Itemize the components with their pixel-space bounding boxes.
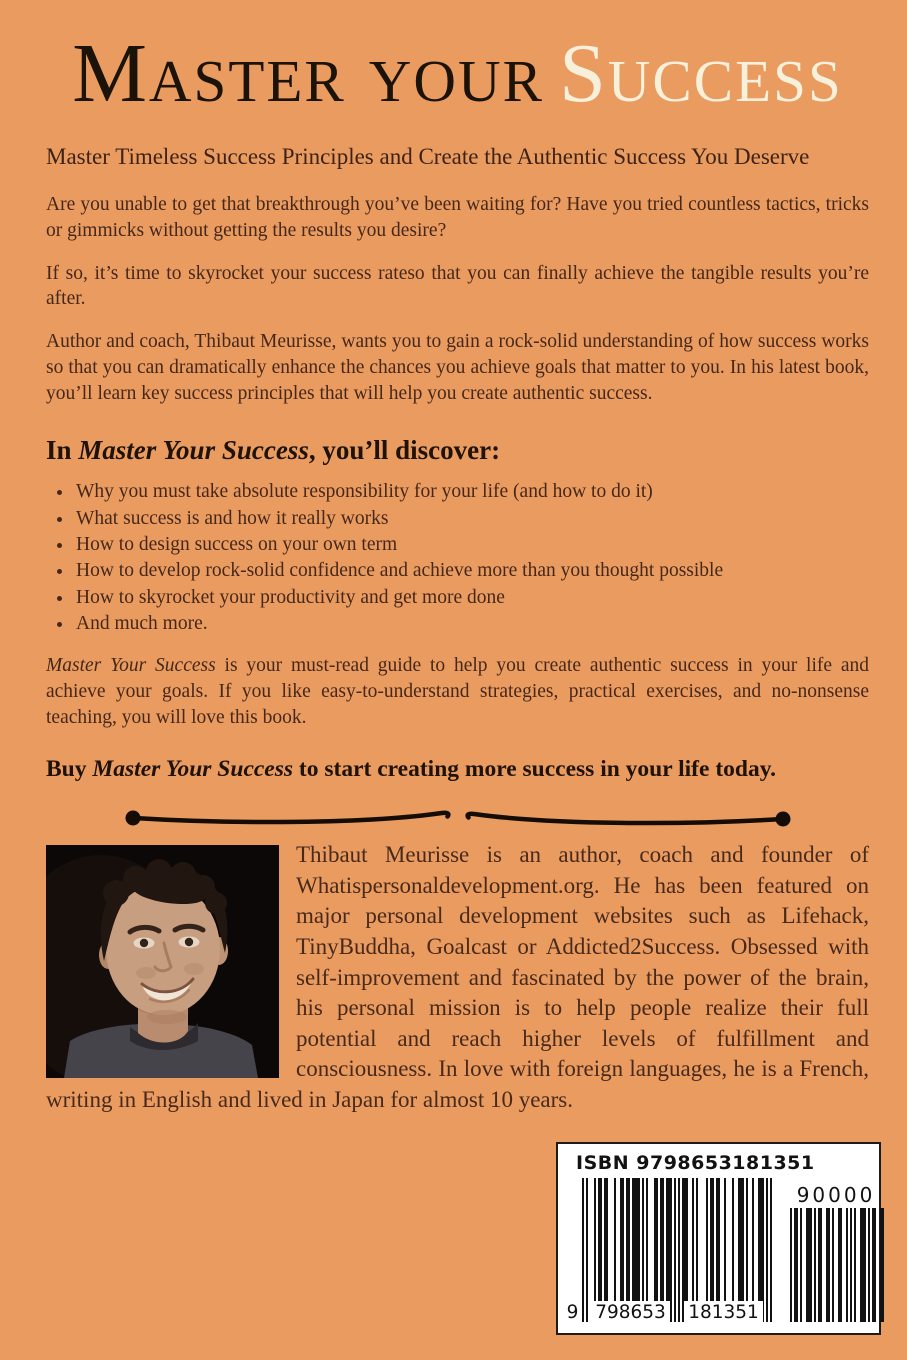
discover-heading — [46, 435, 869, 466]
intro-paragraph-1: Are you unable to get that breakthrough you’ve been waiting for? Have you tried countless tactics, tricks or gimmicks without getting the results you desire? — [46, 193, 869, 241]
closing-rest: is your must-read guide to help you create authentic success in your life and achieve your goals. If you like easy-to-understand strategies, practical exercises, and no-nonsense teaching, you will love this book. — [46, 655, 870, 729]
barcode — [566, 1178, 772, 1323]
intro-paragraph-3: Author and coach, Thibaut Meurisse, wants you to gain a rock-solid understanding of how success works so that you can dramatically enhance the chances you achieve goals that matter to you. In his latest book, you’ll learn key success principles that will help you create authentic success. — [46, 331, 869, 405]
buy-book-title: Master Your Success — [92, 756, 294, 783]
list-item: • How to design success on your own term — [74, 533, 869, 556]
author-bio: Thibaut Meurisse is an author, coach and founder of Whatispersonaldevelopment.org. He has been featured on major personal development websites such as Lifehack, TinyBuddha, Goalcast or Addicted2Success. Obsessed with self-improvement and fascinated by the power of the brain, his personal mission is to help people realize their full potential and reach higher levels of fulfillment and consciousness. In love with foreign languages, he is a French, writing in English and lived in Japan for almost 10 years. — [46, 842, 869, 1112]
barcode-row — [566, 1178, 876, 1323]
buy-suffix: to start creating more success in your life today. — [293, 756, 777, 783]
barcode-digit-group: 9 — [566, 1302, 579, 1323]
closing-book-title: Master Your Success — [46, 655, 216, 677]
isbn-number: ISBN 9798653181351 — [576, 1152, 815, 1174]
author-section — [46, 840, 869, 1115]
price-addon-barcode — [788, 1178, 884, 1322]
list-item: • And much more. — [74, 612, 869, 635]
discover-heading-suffix: , you’ll discover: — [308, 435, 501, 466]
list-item: • Why you must take absolute responsibility for your life (and how to do it) — [74, 480, 869, 503]
tagline: Master Timeless Success Principles and Create the Authentic Success You Deserve — [46, 144, 810, 170]
book-title-dark: Master your — [72, 27, 544, 120]
book-title-light: Success — [559, 27, 843, 120]
author-portrait-illustration — [46, 845, 279, 1078]
buy-prefix: Buy — [46, 756, 93, 783]
divider-ornament-icon — [120, 802, 796, 832]
isbn-barcode-panel — [556, 1142, 881, 1335]
buy-call-to-action — [46, 756, 869, 783]
list-item: • How to skyrocket your productivity and get more done — [74, 586, 869, 609]
intro-paragraph-2: If so, it’s time to skyrocket your success rateso that you can finally achieve the tangible results you’re after. — [46, 262, 869, 310]
author-photo — [46, 845, 279, 1078]
barcode-digit-group: 798653 — [591, 1301, 670, 1324]
addon-barcode-bars — [788, 1208, 884, 1322]
list-item: • What success is and how it really works — [74, 507, 869, 530]
discover-bullet-list — [46, 480, 869, 635]
list-item: • How to develop rock-solid confidence and achieve more than you thought possible — [74, 559, 869, 582]
discover-heading-prefix: In — [46, 435, 79, 466]
book-title — [46, 0, 869, 118]
price-code: 90000 — [796, 1183, 876, 1207]
closing-paragraph — [46, 653, 869, 731]
discover-heading-book-title: Master Your Success — [78, 435, 309, 466]
barcode-digit-group: 181351 — [684, 1301, 763, 1324]
barcode-digits — [566, 1301, 772, 1324]
